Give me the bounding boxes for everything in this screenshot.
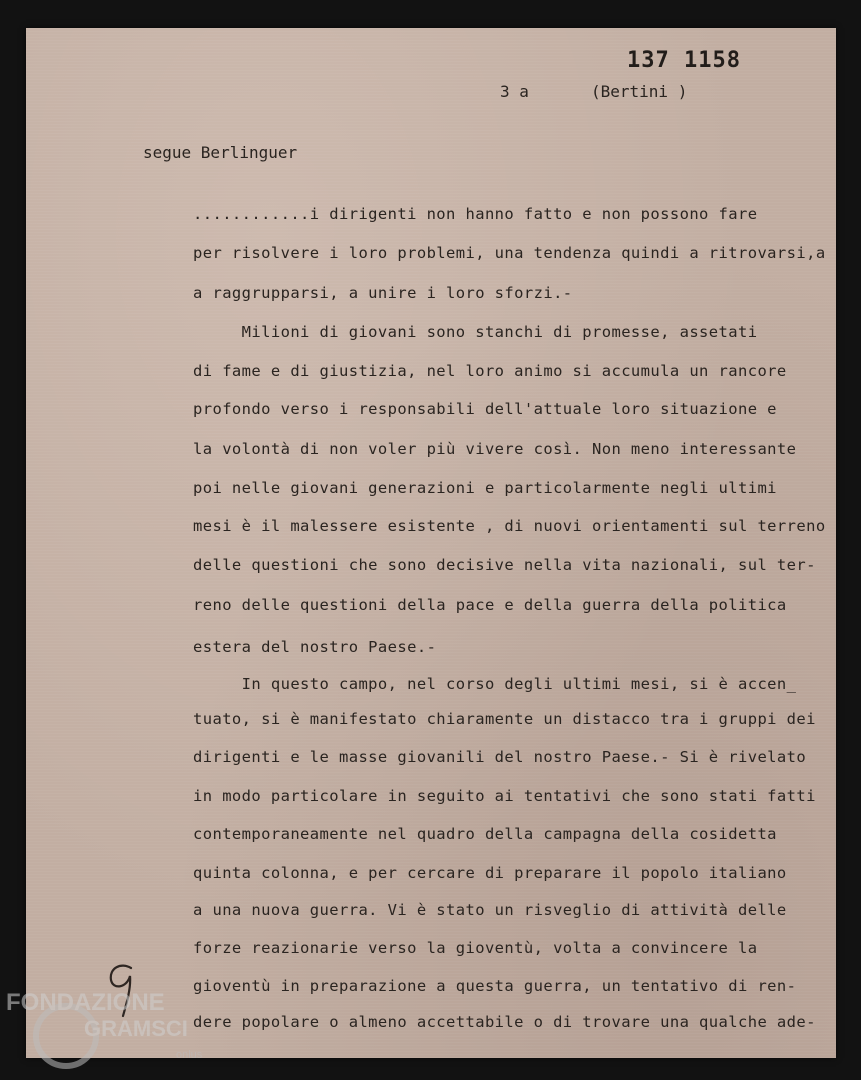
text-line: In questo campo, nel corso degli ultimi mesi, si è accen_ (193, 675, 797, 693)
text-line: a raggrupparsi, a unire i loro sforzi.- (193, 284, 573, 302)
text-line: Milioni di giovani sono stanchi di promesse, assetati (193, 323, 758, 341)
section-heading: segue Berlinguer (143, 143, 298, 162)
page-reference: 3 a (500, 82, 529, 101)
text-line: dere popolare o almeno accettabile o di trovare una qualche ade- (193, 1013, 816, 1031)
text-line: reno delle questioni della pace e della guerra della politica (193, 596, 787, 614)
text-line: forze reazionarie verso la gioventù, volta a convincere la (193, 939, 758, 957)
text-line: quinta colonna, e per cercare di preparare il popolo italiano (193, 864, 787, 882)
text-line: profondo verso i responsabili dell'attuale loro situazione e (193, 400, 777, 418)
watermark-line1: FONDAZIONE (6, 989, 165, 1016)
text-line: ............i dirigenti non hanno fatto e non possono fare (193, 205, 758, 223)
text-line: la volontà di non voler più vivere così. Non meno interessante (193, 440, 797, 458)
text-line: per risolvere i loro problemi, una tendenza quindi a ritrovarsi,a (193, 244, 826, 262)
text-line: in modo particolare in seguito ai tentativi che sono stati fatti (193, 787, 816, 805)
fondazione-gramsci-logo (6, 984, 221, 1074)
text-line: estera del nostro Paese.- (193, 638, 437, 656)
text-line: delle questioni che sono decisive nella vita nazionali, sul ter- (193, 556, 816, 574)
watermark-line2: GRAMSCI (84, 1016, 188, 1041)
text-line: poi nelle giovani generazioni e particolarmente negli ultimi (193, 479, 777, 497)
document-number: 137 1158 (627, 48, 741, 73)
text-line: di fame e di giustizia, nel loro animo si accumula un rancore (193, 362, 787, 380)
text-line: dirigenti e le masse giovanili del nostro Paese.- Si è rivelato (193, 748, 807, 766)
text-line: tuato, si è manifestato chiaramente un distacco tra i gruppi dei (193, 710, 816, 728)
text-line: gioventù in preparazione a questa guerra, un tentativo di ren- (193, 977, 797, 995)
speaker-name: (Bertini ) (591, 82, 688, 101)
watermark-line3: onlus (176, 1049, 203, 1061)
text-line: a una nuova guerra. Vi è stato un risveglio di attività delle (193, 901, 787, 919)
text-line: contemporaneamente nel quadro della campagna della cosidetta (193, 825, 777, 843)
text-line: mesi è il malessere esistente , di nuovi orientamenti sul terreno (193, 517, 826, 535)
